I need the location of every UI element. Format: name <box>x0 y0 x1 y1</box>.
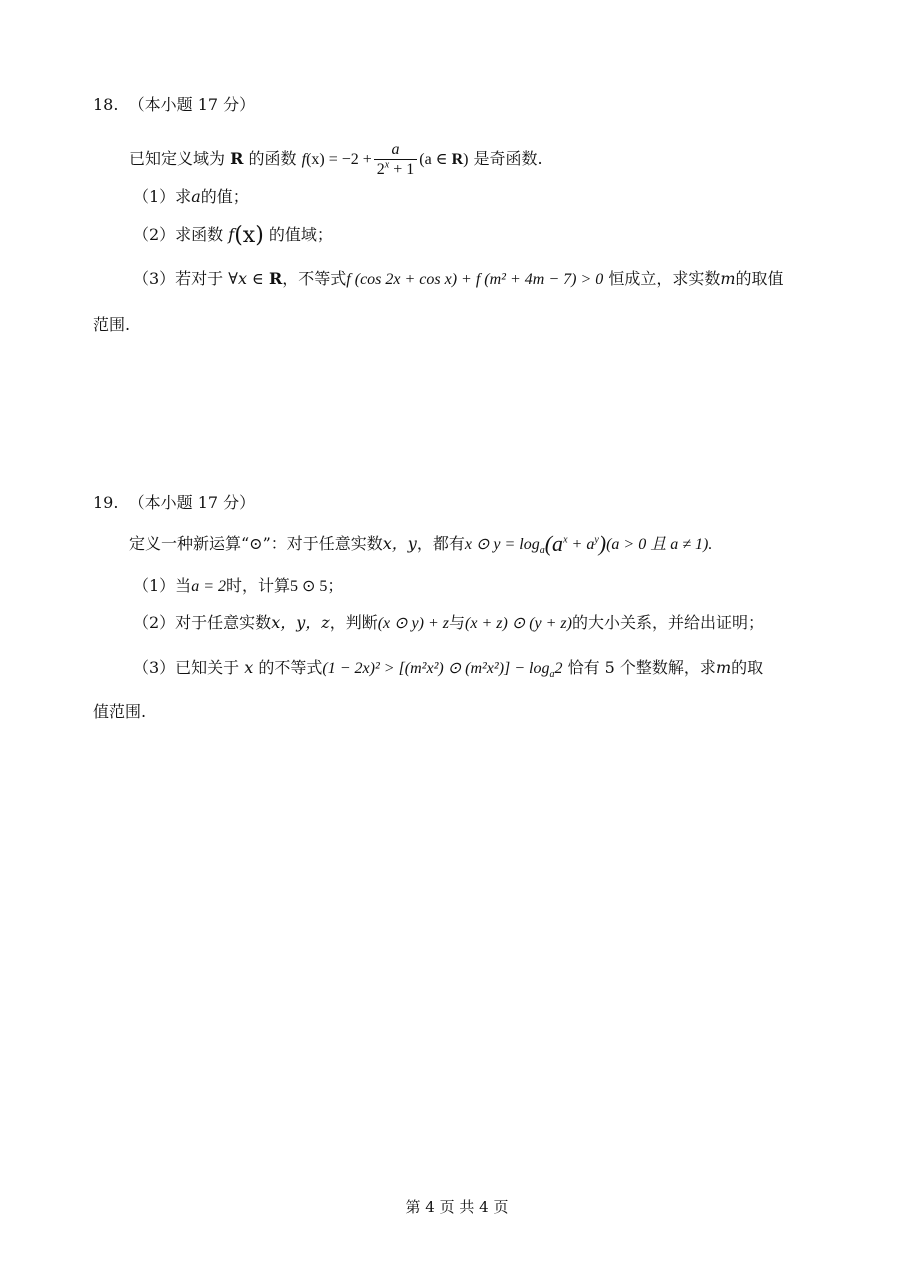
q18-set-r: R <box>230 149 244 168</box>
q18-den-exp: x <box>384 159 390 171</box>
q19-p2-lhs: (x ⊙ y) + z <box>377 615 449 632</box>
q18-p2-label: （2）求函数 <box>133 225 224 244</box>
q18-p3-r: R <box>268 269 283 288</box>
q19-p3-cont: 值范围. <box>93 702 147 721</box>
q19-stem-vars: x，y <box>382 534 417 553</box>
q18-stem-text-2: 的函数 <box>248 149 297 168</box>
q19-def-close: ) <box>598 531 607 556</box>
q18-stem <box>129 140 543 180</box>
q18-number: 18. <box>93 95 119 114</box>
q19-p2-label: （2）对于任意实数 <box>133 613 272 632</box>
q19-p3-x: x <box>244 658 254 677</box>
q19-p2-mid: ，判断 <box>329 613 378 632</box>
q18-f-arg: (x) = −2 + <box>306 151 372 168</box>
q19-p3-inequality <box>322 660 563 681</box>
q19-p1-label: （1）当 <box>133 576 192 595</box>
q19-p2-end: 的大小关系，并给出证明； <box>571 613 764 632</box>
q18-domain-r: R <box>451 151 464 168</box>
q19-p2-with: 与 <box>449 613 466 632</box>
q18-p1-label: （1）求 <box>133 187 192 206</box>
q19-part1 <box>133 575 343 598</box>
q18-score-label: （本小题 17 分） <box>128 95 256 114</box>
q18-p3-cont: 范围. <box>93 315 131 334</box>
q19-p3-m: m <box>715 658 732 677</box>
q19-part3 <box>133 657 763 680</box>
q18-den-tail: + 1 <box>389 160 415 178</box>
q19-stem <box>129 533 712 556</box>
q19-def-exp1: x <box>563 534 568 546</box>
q19-def-log: x ⊙ y = log <box>464 536 540 553</box>
q19-p1-cond: a = 2 <box>191 578 226 595</box>
q18-header <box>93 94 255 116</box>
q19-p3-mid: 的不等式 <box>258 658 323 677</box>
q19-def-base: a <box>539 545 545 557</box>
q19-p3-ineq-text: (1 − 2x)² > [(m²x²) ⊙ (m²x²)] − log <box>322 660 550 677</box>
q19-p3-log-base: a <box>549 669 555 681</box>
q18-part3 <box>133 268 784 291</box>
q18-f: f <box>301 151 307 168</box>
q18-part3-cont <box>93 314 130 336</box>
q18-p3-tail2: 的取值 <box>735 269 784 288</box>
q19-p1-mid: 时，计算 <box>225 576 290 595</box>
q18-frac-den <box>374 160 417 180</box>
q18-part2 <box>133 224 333 246</box>
q18-stem-text: 已知定义域为 <box>129 149 226 168</box>
q19-def-plus: + a <box>567 536 595 553</box>
q18-p3-inequality: f (cos 2x + cos x) + f (m² + 4m − 7) > 0 <box>346 271 604 288</box>
q19-stem-mid: ，都有 <box>416 534 465 553</box>
q19-number: 19. <box>93 493 119 512</box>
q19-definition <box>464 531 713 557</box>
q18-stem-end: 是奇函数. <box>473 149 543 168</box>
q18-p2-f: f <box>228 225 235 244</box>
q19-p3-two: 2 <box>554 660 563 677</box>
q18-p2-end: 的值域； <box>268 225 333 244</box>
q19-p3-tail1: 恰有 5 个整数解，求 <box>567 658 716 677</box>
q19-stem-text: 定义一种新运算“⊙”：对于任意实数 <box>129 534 383 553</box>
q19-def-exp2: y <box>594 534 599 546</box>
q19-part3-cont <box>93 701 146 723</box>
q19-p2-rhs: (x + z) ⊙ (y + z) <box>465 615 572 632</box>
q19-header <box>93 492 255 514</box>
q19-p1-expr: 5 ⊙ 5 <box>290 578 328 595</box>
q19-def-cond: (a > 0 且 a ≠ 1). <box>606 536 713 553</box>
q18-function-def <box>301 140 469 178</box>
q19-p3-label: （3）已知关于 <box>133 658 240 677</box>
q18-p1-end: 的值； <box>200 187 249 206</box>
q19-score-label: （本小题 17 分） <box>128 493 256 512</box>
q19-p2-vars: x，y，z <box>271 613 330 632</box>
q18-p3-forall: ∀x ∈ <box>228 269 269 288</box>
q18-p3-label: （3）若对于 <box>133 269 224 288</box>
q19-p3-tail2: 的取 <box>731 658 764 677</box>
q18-p3-m: m <box>720 269 736 288</box>
q18-p1-var: a <box>191 187 201 206</box>
q18-p2-x: (x) <box>234 223 264 248</box>
q19-p1-end: ； <box>327 576 344 595</box>
q19-part2 <box>133 612 764 635</box>
q18-domain-open: (a ∈ <box>419 151 452 168</box>
q18-part1 <box>133 186 249 208</box>
q18-p3-comma: ，不等式 <box>282 269 347 288</box>
page-footer: 第 4 页 共 4 页 <box>405 1198 509 1216</box>
q18-den-base: 2 <box>376 160 385 178</box>
q18-frac-num: a <box>374 141 417 160</box>
q18-domain-close: ) <box>463 151 469 168</box>
q18-fraction <box>374 141 417 180</box>
q19-def-open: (a <box>544 531 564 556</box>
q18-p3-tail1: 恒成立，求实数 <box>608 269 721 288</box>
